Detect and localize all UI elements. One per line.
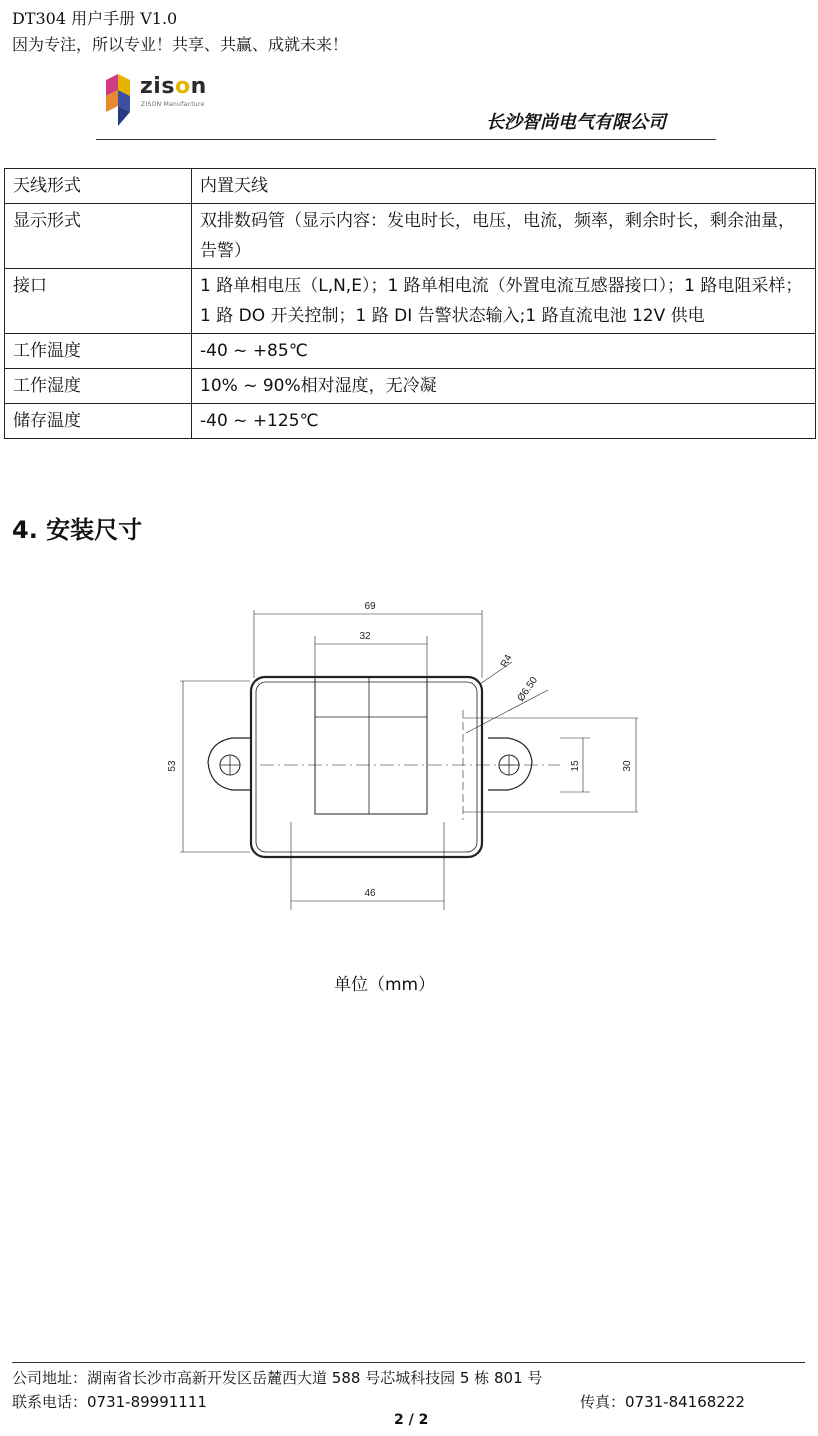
dim-bottom-label: 46 bbox=[364, 888, 376, 899]
footer-address: 公司地址：湖南省长沙市高新开发区岳麓西大道 588 号芯城科技园 5 栋 801 号 bbox=[12, 1369, 543, 1387]
header-divider bbox=[96, 139, 716, 140]
dim-radius-label: R4 bbox=[498, 652, 515, 670]
spec-value: -40 ~ +125℃ bbox=[192, 404, 816, 439]
dim-inner-label: 15 bbox=[570, 760, 581, 772]
table-row bbox=[5, 269, 816, 334]
dim-height-label: 53 bbox=[167, 760, 178, 772]
table-row bbox=[5, 404, 816, 439]
footer-divider bbox=[12, 1362, 805, 1363]
spec-value: 双排数码管（显示内容：发电时长，电压，电流，频率，剩余时长，剩余油量，告警） bbox=[192, 204, 816, 269]
spec-key: 接口 bbox=[5, 269, 192, 334]
company-name: 长沙智尚电气有限公司 bbox=[486, 112, 666, 133]
spec-table bbox=[4, 168, 816, 439]
spec-key: 储存温度 bbox=[5, 404, 192, 439]
spec-value: 内置天线 bbox=[192, 169, 816, 204]
table-row bbox=[5, 369, 816, 404]
right-mounting-ear bbox=[488, 738, 532, 790]
footer-fax: 传真：0731-84168222 bbox=[580, 1393, 745, 1411]
dim-outer-label: 30 bbox=[622, 760, 633, 772]
document-title: DT304 用户手册 V1.0 bbox=[12, 9, 178, 28]
unit-caption: 单位（mm） bbox=[334, 975, 436, 995]
installation-dimension-drawing bbox=[160, 590, 660, 920]
logo-tagline: ZISON Manufacture bbox=[141, 101, 205, 108]
spec-key: 工作温度 bbox=[5, 334, 192, 369]
page-number: 2 / 2 bbox=[394, 1412, 429, 1428]
spec-key: 显示形式 bbox=[5, 204, 192, 269]
table-row bbox=[5, 169, 816, 204]
table-row bbox=[5, 334, 816, 369]
enclosure-outline bbox=[251, 677, 482, 857]
spec-value: 10% ~ 90%相对湿度，无冷凝 bbox=[192, 369, 816, 404]
logo-wordmark: zison bbox=[140, 74, 207, 99]
spec-key: 工作湿度 bbox=[5, 369, 192, 404]
section-heading: 4. 安装尺寸 bbox=[12, 516, 143, 544]
dim-hole-label: Ø6.50 bbox=[515, 675, 541, 704]
dim-window-label: 32 bbox=[359, 631, 371, 642]
spec-key: 天线形式 bbox=[5, 169, 192, 204]
table-row bbox=[5, 204, 816, 269]
dim-width-label: 69 bbox=[364, 601, 376, 612]
spec-value: 1 路单相电压（L,N,E）；1 路单相电流（外置电流互感器接口）；1 路电阻采样；1 路 DO 开关控制；1 路 DI 告警状态输入;1 路直流电池 12V 供电 bbox=[192, 269, 816, 334]
company-slogan: 因为专注，所以专业！共享、共赢、成就未来！ bbox=[12, 35, 349, 54]
spec-value: -40 ~ +85℃ bbox=[192, 334, 816, 369]
footer-phone: 联系电话：0731-89991111 bbox=[12, 1393, 207, 1411]
